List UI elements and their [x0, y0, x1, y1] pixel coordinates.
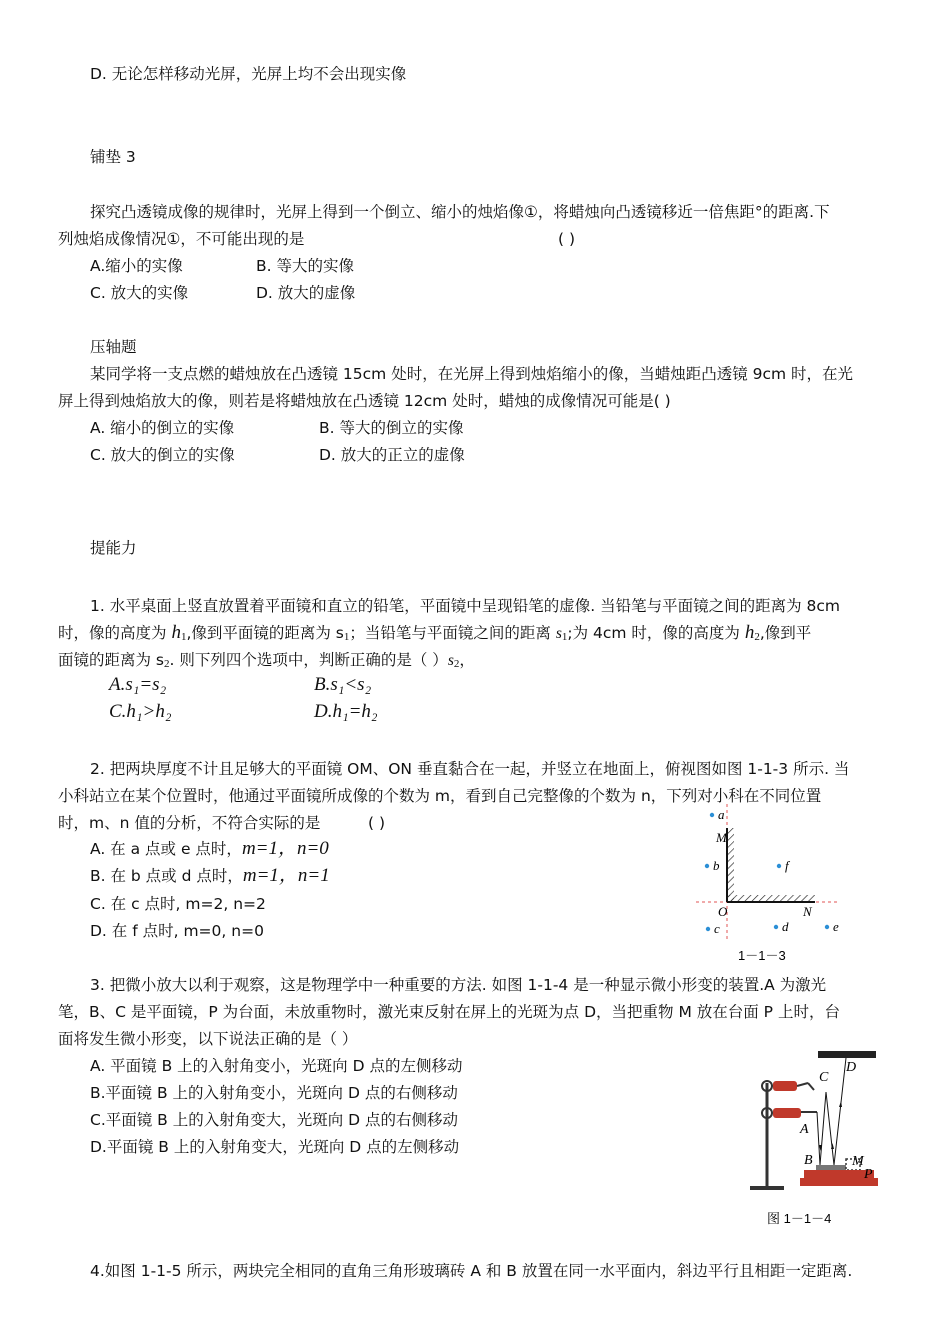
figure-1-1-4 [742, 1045, 892, 1230]
point-f-label: f [785, 858, 789, 873]
label-p: P [864, 1167, 873, 1182]
pudian-option-d: D. 放大的虚像 [256, 284, 356, 302]
q1-option-b: B.s₁<s₂ [314, 674, 372, 695]
laser-a-body [773, 1108, 801, 1118]
label-m: M [716, 830, 727, 845]
yazhou-option-c: C. 放大的倒立的实像 [90, 446, 235, 464]
pudian-option-c: C. 放大的实像 [90, 284, 189, 302]
point-b-label: b [713, 858, 720, 873]
yazhou-stem-line1: 某同学将一支点燃的蜡烛放在凸透镜 15cm 处时，在光屏上得到烛焰缩小的像，当蜡烛距凸透镜 9cm 时，在光 [90, 365, 854, 383]
mirror-om [727, 828, 734, 902]
q3-option-c: C.平面镜 B 上的入射角变大，光斑向 D 点的右侧移动 [90, 1111, 459, 1129]
laser-beam-4 [834, 1058, 846, 1165]
point-f-dot [777, 864, 781, 868]
point-a-label: a [718, 807, 725, 822]
mirror-c [808, 1083, 814, 1090]
q3-option-b: B.平面镜 B 上的入射角变小，光斑向 D 点的右侧移动 [90, 1084, 458, 1102]
yazhou-option-a: A. 缩小的倒立的实像 [90, 419, 235, 437]
yazhou-stem-line2: 屏上得到烛焰放大的像，则若是将蜡烛放在凸透镜 12cm 处时，蜡烛的成像情况可能是( ) [58, 392, 671, 410]
label-o: O [718, 904, 728, 919]
laser-beam-2 [820, 1092, 826, 1165]
tineng-heading: 提能力 [90, 539, 137, 557]
screen [818, 1051, 876, 1058]
q2-stem-line1: 2. 把两块厚度不计且足够大的平面镜 OM、ON 垂直黏合在一起，并竖立在地面上，俯视图如图 1-1-3 所示. 当 [90, 760, 850, 778]
prev-option-d: D. 无论怎样移动光屏，光屏上均不会出现实像 [90, 65, 407, 83]
point-e-dot [825, 925, 829, 929]
pudian-stem-line1: 探究凸透镜成像的规律时，光屏上得到一个倒立、缩小的烛焰像①，将蜡烛向凸透镜移近一倍焦距°的距离.下 [90, 203, 830, 221]
yazhou-option-b: B. 等大的倒立的实像 [319, 419, 464, 437]
q2-option-b: B. 在 b 点或 d 点时，m=1，n=1 [90, 865, 330, 886]
pudian-stem-line2: 列烛焰成像情况①，不可能出现的是 [58, 230, 305, 248]
pudian-option-a: A.缩小的实像 [90, 257, 183, 275]
q1-option-c: C.h₁>h₂ [109, 701, 172, 722]
q2-answer-paren: ( ) [368, 814, 386, 832]
pudian-option-b: B. 等大的实像 [256, 257, 354, 275]
point-d-label: d [782, 919, 789, 934]
point-d-dot [774, 925, 778, 929]
q1-option-d: D.h₁=h₂ [314, 701, 378, 722]
q3-option-d: D.平面镜 B 上的入射角变大，光斑向 D 点的左侧移动 [90, 1138, 460, 1156]
point-c-dot [706, 927, 710, 931]
q3-stem-line3: 面将发生微小形变，以下说法正确的是（ ） [58, 1030, 358, 1048]
q3-stem-line1: 3. 把微小放大以利于观察，这是物理学中一种重要的方法. 如图 1-1-4 是一种显示微小形变的装置.A 为激光 [90, 976, 827, 994]
q1-stem-line1: 1. 水平桌面上竖直放置着平面镜和直立的铅笔，平面镜中呈现铅笔的虚像. 当铅笔与平面镜之间的距离为 8cm [90, 597, 840, 615]
q2-stem-line2: 小科站立在某个位置时，他通过平面镜所成像的个数为 m，看到自己完整像的个数为 n，下列对小科在不同位置 [58, 787, 822, 805]
q4-stem-line1: 4.如图 1-1-5 所示，两块完全相同的直角三角形玻璃砖 A 和 B 放置在同一水平面内，斜边平行且相距一定距离. [90, 1262, 853, 1280]
q2-stem-line3: 时，m、n 值的分析，不符合实际的是 [58, 814, 321, 832]
label-m: M [852, 1154, 864, 1169]
q1-stem-line2: 时，像的高度为 $h_1$,像到平面镜的距离为 $s_1$；当铅笔与平面镜之间的距离 $s_1$;为 4cm 时，像的高度为 $h_2$,像到平 [58, 622, 812, 643]
label-n: N [803, 904, 812, 919]
label-d: D [846, 1060, 857, 1075]
point-c-label: c [714, 921, 720, 936]
point-a-dot [710, 813, 714, 817]
q2-option-d: D. 在 f 点时, m=0, n=0 [90, 922, 264, 940]
q1-stem-line3: 面镜的距离为 $s_2$. 则下列四个选项中，判断正确的是（ ）$s_2$， [58, 651, 475, 670]
pudian-heading: 铺垫 3 [90, 148, 136, 166]
q2-option-c: C. 在 c 点时, m=2, n=2 [90, 895, 266, 913]
label-a: A [800, 1122, 809, 1137]
mirror-on [727, 895, 815, 902]
mirror-b [816, 1165, 846, 1170]
label-c: C [819, 1070, 829, 1085]
point-e-label: e [833, 919, 839, 934]
yazhou-heading: 压轴题 [90, 338, 137, 356]
point-b-dot [705, 864, 709, 868]
stand-base [750, 1186, 784, 1190]
q3-option-a: A. 平面镜 B 上的入射角变小，光斑向 D 点的左侧移动 [90, 1057, 463, 1075]
laser-beam-1 [817, 1112, 820, 1165]
pudian-answer-paren: ( ) [558, 230, 576, 248]
laser-c-body [773, 1081, 797, 1091]
q3-stem-line2: 笔，B、C 是平面镜，P 为台面，未放重物时，激光束反射在屏上的光斑为点 D，当把重物 M 放在台面 P 上时，台 [58, 1003, 840, 1021]
yazhou-option-d: D. 放大的正立的虚像 [319, 446, 465, 464]
figure-1-1-3-caption: 1－1－3 [738, 948, 786, 963]
laser-beam-3 [826, 1092, 834, 1165]
q1-option-a: A.s₁=s₂ [109, 674, 167, 695]
q2-option-a: A. 在 a 点或 e 点时，m=1，n=0 [90, 838, 329, 859]
figure-1-1-3 [690, 800, 860, 965]
label-b: B [804, 1153, 813, 1168]
figure-1-1-4-caption: 图 1－1－4 [767, 1211, 832, 1226]
